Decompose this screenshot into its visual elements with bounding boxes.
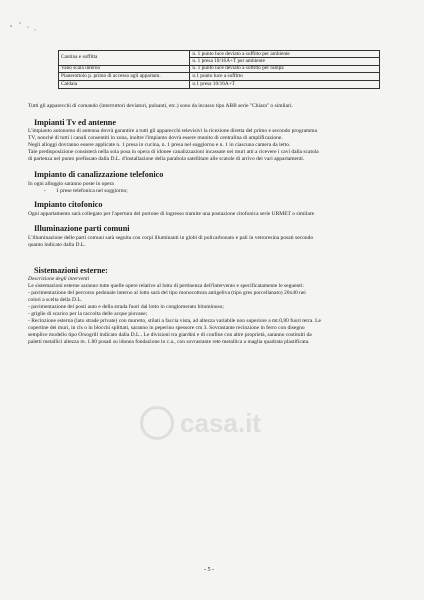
paragraph-line: Ogni appartamento sarà collegato per l'apertura del portone di ingresso tramite una postazione citofonica serie URMET o similare xyxy=(28,211,315,217)
table-cell-place: Caldaia xyxy=(59,80,190,88)
paragraph-line: Negli alloggi dovranno essere applicate n. 1 presa in cucina, n. 1 presa nel soggiorno e n. 1 in ciascuna camera da letto. xyxy=(28,142,291,148)
table-item: n. 1 punto luce deviato a soffitto per ambiente xyxy=(192,51,290,57)
scan-marks xyxy=(8,18,48,32)
watermark-text: casa.it xyxy=(180,408,261,438)
paragraph-line: Le sistemazioni esterne saranno tutte quelle opere relative al lotto di pertinenza dell'intervento e specificatamente le seguenti: xyxy=(28,283,304,289)
section-title-intercom: Impianto citofonico xyxy=(34,200,103,209)
table-cell-place: Pianerottolo p. primo di accesso agli appartam. xyxy=(59,73,190,81)
paragraph-line: paletti metallici altezza m. 1.80 posati su idonea fondazione in c.a., con sovrastante rete metallica a maglia quadrata plastificata. xyxy=(28,339,310,345)
watermark-circle-icon xyxy=(140,406,174,440)
section-subtitle: Descrizione degli interventi xyxy=(28,276,90,282)
table-item: n. 1 punto luce deviato a soffitto per rampa xyxy=(190,65,380,73)
section-title-telephone: Impianto di canalizzazione telefonico xyxy=(34,170,164,179)
electrical-points-table xyxy=(58,50,380,89)
casa-watermark xyxy=(140,402,280,446)
page-number: - 5 - xyxy=(204,567,214,573)
section-title-external: Sistemazioni esterne: xyxy=(34,266,108,275)
paragraph-line: copertine dei muri, in cls o in blocchi splittati, saranno in peperino spessore cm 3. Sovrastante recinzione in ferro con disegno xyxy=(28,325,305,331)
section-title-lighting: Illuminazione parti comuni xyxy=(34,224,130,233)
table-item: n.1 presa 10/16A+T xyxy=(190,80,380,88)
paragraph-line: L'illuminazione delle parti comuni sarà seguita con corpi illuminanti in globi di policarbonato e pali in vetroresina posati secondo xyxy=(28,235,314,241)
paragraph-line: - pavimentazione dei posti auto e della strada fuori dal lotto in conglomerato bituminoso; xyxy=(28,304,224,310)
table-row xyxy=(59,65,380,73)
paragraph-line: di partenza nel punto prefissato dalla D.L. d'installazione della parabola satellitare alle scatole di arrivo dei vari appartamenti. xyxy=(28,156,305,162)
section-title-tv: Impianti Tv ed antenne xyxy=(34,118,116,127)
paragraph-line: - pavimentazione del percorso pedonale interno al lotto sarà del tipo monocottura antigeliva (tipo gres porcellanato) 20x40 nei xyxy=(28,290,306,296)
paragraph-line: Tale predisposizione consisterà nella sola posa in opera di idonee canalizzazioni incassate nei muri atti a ricevere i cavi dalla scatola xyxy=(28,149,319,155)
paragraph-line: semplice modello tipo Orsogrill indicato dalla D.L.. Le divisioni tra giardini e di confine con altre proprietà, saranno costituiti da xyxy=(28,332,312,338)
paragraph-line: L'impianto autonomo di antenna dovrà garantire a tutti gli apparecchi televisivi la ricezione diretta del primo e secondo programma xyxy=(28,128,318,134)
table-row xyxy=(59,51,380,66)
table-row xyxy=(59,73,380,81)
paragraph-line: - Recinzione esterna (lato strade private) con muretto, stilati a faccia vista, ad altezza variabile non superiore a mt.0,80 fuori terra. Le xyxy=(28,318,321,324)
paragraph-line: In ogni alloggio saranno poste in opera xyxy=(28,181,114,187)
table-row xyxy=(59,80,380,88)
table-cell-place: Vano scala interno xyxy=(59,65,190,73)
table-cell-place: Cantina e soffitta xyxy=(59,51,190,66)
paragraph-line: - griglie di scarico per la raccolta delle acque piovane; xyxy=(28,311,148,317)
table-item: n.1 punto luce a soffitto xyxy=(190,73,380,81)
paragraph-line: quanto indicato dalla D.L. xyxy=(28,242,86,248)
paragraph-line: TV, nonché di tutti i canali consentiti in zona, inoltre l'impianto dovrà essere munito di centralina di amplificazione. xyxy=(28,135,283,141)
bullet-mark: - xyxy=(44,188,46,194)
table-item: n. 1 presa 10/16A+T per ambiente xyxy=(190,57,379,64)
bullet-item: 1 prese telefonica nel soggiorno; xyxy=(56,188,128,194)
table-cell-items xyxy=(190,51,380,66)
paragraph-line: colori a scelta della D.L. xyxy=(28,297,83,303)
devices-note: Tutti gli apparecchi di comando (interruttori deviatori, pulsanti, etc.) sono da incasso tipo ABB serie "Chiara" o similari. xyxy=(28,103,293,109)
